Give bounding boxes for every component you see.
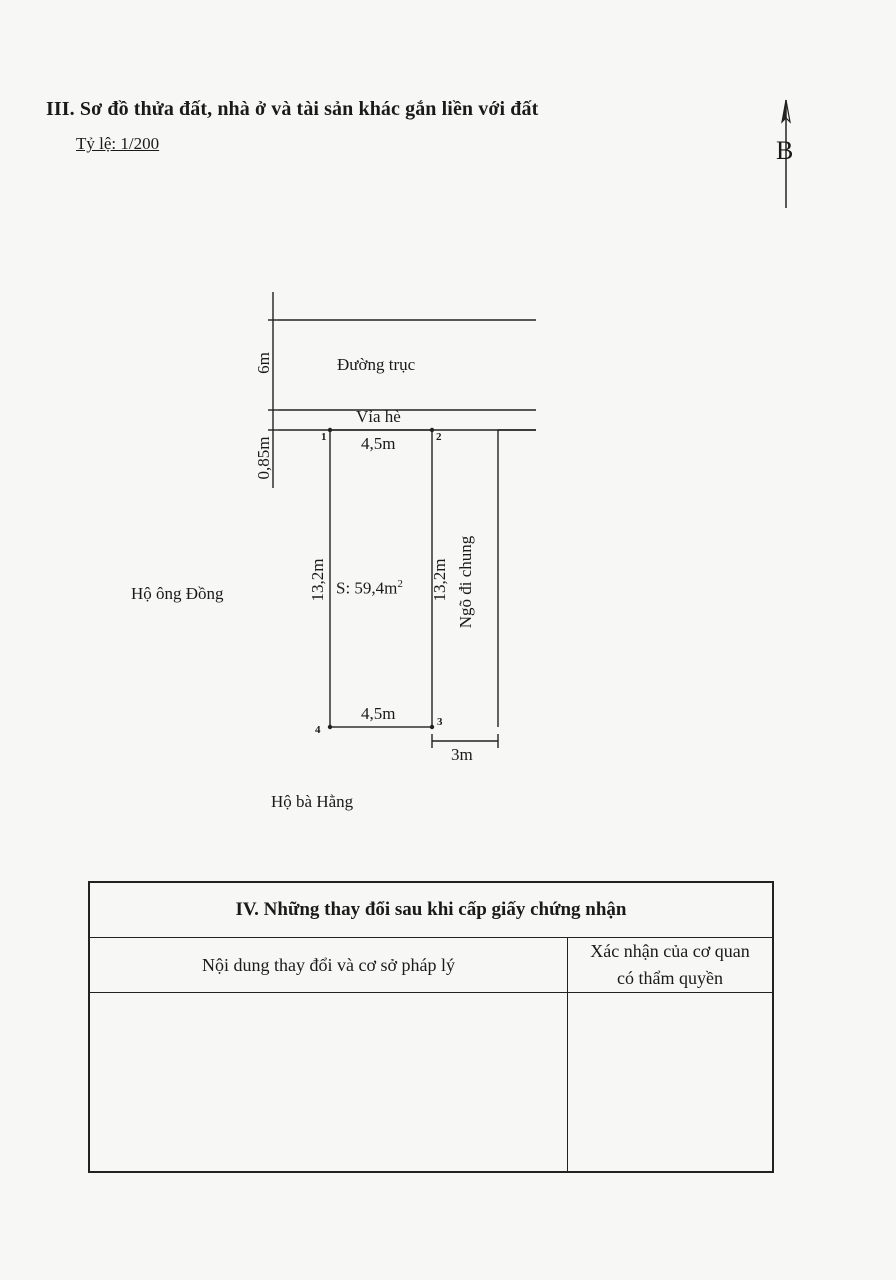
corner-3: 3 bbox=[437, 716, 443, 728]
neighbor-west: Hộ ông Đồng bbox=[131, 584, 224, 603]
changes-table bbox=[88, 881, 774, 1173]
corner-4: 4 bbox=[315, 724, 321, 736]
area-value: S: 59,4m bbox=[336, 578, 398, 598]
changes-table-title: IV. Những thay đổi sau khi cấp giấy chứng nhận bbox=[90, 883, 772, 938]
corner-2: 2 bbox=[436, 431, 442, 443]
alley-width-label: 3m bbox=[451, 745, 473, 764]
left-length-label: 13,2m bbox=[308, 558, 327, 602]
col-authority-confirmation-header bbox=[568, 938, 772, 993]
sidewalk-width-label: 0,85m bbox=[254, 436, 273, 480]
area-unit-exponent: 2 bbox=[397, 578, 403, 590]
col-changes-content-header: Nội dung thay đổi và cơ sở pháp lý bbox=[90, 938, 568, 993]
alley-name: Ngõ đi chung bbox=[456, 535, 475, 629]
neighbor-south: Hộ bà Hằng bbox=[271, 792, 354, 811]
right-length-label: 13,2m bbox=[430, 558, 449, 602]
col2-header-line2: có thẩm quyền bbox=[617, 968, 723, 988]
changes-content-cell bbox=[90, 993, 568, 1171]
road-name: Đường trục bbox=[337, 355, 416, 374]
road-width-label: 6m bbox=[254, 352, 273, 374]
scale-label: Tỷ lệ: 1/200 bbox=[76, 134, 160, 153]
north-letter: B bbox=[776, 136, 794, 165]
corner-1: 1 bbox=[321, 431, 327, 443]
top-width-label: 4,5m bbox=[361, 434, 396, 453]
area-label bbox=[336, 578, 403, 599]
sidewalk-label: Vỉa hè bbox=[356, 407, 401, 426]
section-title: III. Sơ đồ thửa đất, nhà ở và tài sản khác gắn liền với đất bbox=[46, 98, 539, 120]
col2-header-line1: Xác nhận của cơ quan bbox=[590, 941, 750, 961]
bottom-width-label: 4,5m bbox=[361, 704, 396, 723]
